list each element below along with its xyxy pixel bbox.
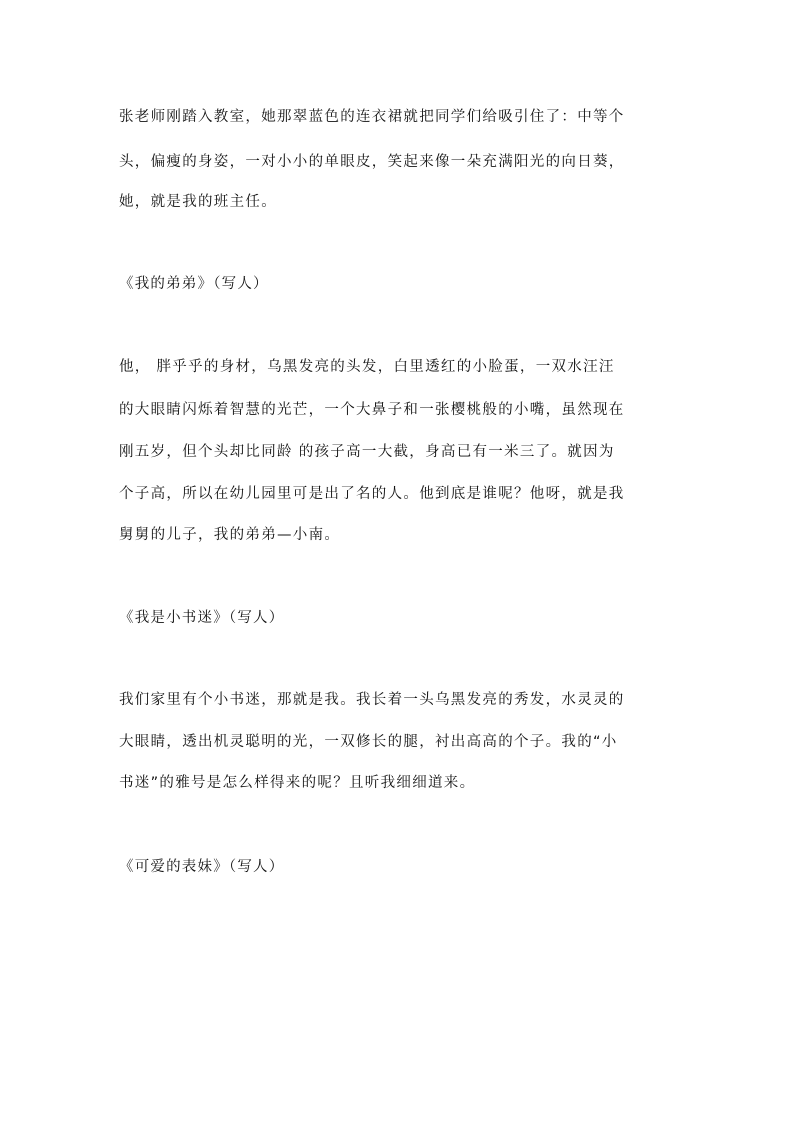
paragraph-2-line-1: 他， 胖乎乎的身材，乌黑发亮的头发，白里透红的小脸蛋，一双水汪汪 <box>119 359 615 375</box>
paragraph-3-line-1: 我们家里有个小书迷，那就是我。我长着一头乌黑发亮的秀发，水灵灵的 <box>119 692 625 708</box>
paragraph-3-line-2: 大眼睛，透出机灵聪明的光，一双修长的腿，衬出高高的个子。我的“小 <box>119 734 618 750</box>
paragraph-2-line-3: 刚五岁，但个头却比同龄 的孩子高一大截，身高已有一米三了。就因为 <box>119 444 615 460</box>
paragraph-2-line-5: 舅舅的儿子，我的弟弟—小南。 <box>119 527 341 543</box>
section-title-cute-cousin: 《可爱的表妹》（写人） <box>119 859 285 875</box>
paragraph-2-line-2: 的大眼睛闪烁着智慧的光芒，一个大鼻子和一张樱桃般的小嘴，虽然现在 <box>119 402 625 418</box>
paragraph-1-line-3: 她，就是我的班主任。 <box>119 194 277 210</box>
paragraph-2-line-4: 个子高，所以在幼儿园里可是出了名的人。他到底是谁呢？他呀，就是我 <box>119 486 625 502</box>
paragraph-1-line-2: 头，偏瘦的身姿，一对小小的单眼皮，笑起来像一朵充满阳光的向日葵， <box>119 154 625 170</box>
paragraph-1-line-1: 张老师刚踏入教室，她那翠蓝色的连衣裙就把同学们给吸引住了：中等个 <box>119 109 625 125</box>
section-title-book-lover: 《我是小书迷》（写人） <box>119 610 285 626</box>
paragraph-3-line-3: 书迷”的雅号是怎么样得来的呢？且听我细细道来。 <box>119 775 476 791</box>
section-title-my-brother: 《我的弟弟》（写人） <box>119 276 269 292</box>
